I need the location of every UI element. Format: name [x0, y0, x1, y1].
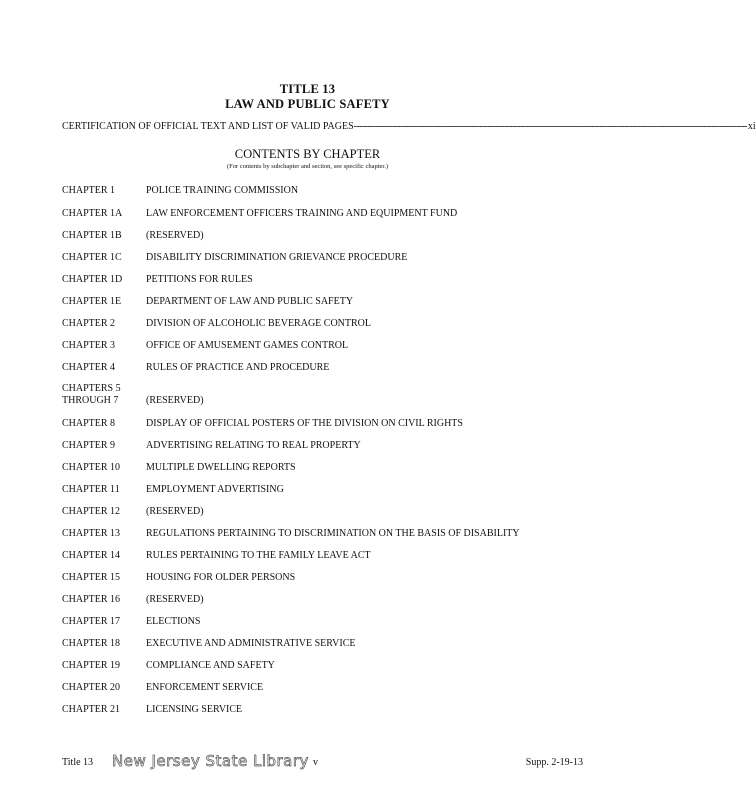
- chapter-title: (RESERVED): [146, 230, 204, 241]
- certification-text: CERTIFICATION OF OFFICIAL TEXT AND LIST OF VALID PAGES: [62, 121, 354, 132]
- chapter-title: RULES PERTAINING TO THE FAMILY LEAVE ACT: [146, 550, 371, 561]
- document-title: TITLE 13: [279, 82, 336, 96]
- chapter-title: (RESERVED): [146, 395, 204, 406]
- chapter-title: ENFORCEMENT SERVICE: [146, 682, 264, 693]
- library-watermark: New Jersey State Library: [112, 752, 309, 770]
- contents-note: (For contents by subchapter and section, see specific chapter.): [227, 163, 388, 170]
- certification-page: xi: [747, 121, 756, 132]
- chapter-title: EXECUTIVE AND ADMINISTRATIVE SERVICE: [146, 638, 356, 649]
- chapter-title: LAW ENFORCEMENT OFFICERS TRAINING AND EQUIPMENT FUND: [146, 208, 458, 219]
- chapter-title: ADVERTISING RELATING TO REAL PROPERTY: [146, 440, 361, 451]
- page-number: v: [313, 757, 318, 768]
- chapter-label: CHAPTER 21: [62, 704, 121, 715]
- chapter-title: DIVISION OF ALCOHOLIC BEVERAGE CONTROL: [146, 318, 371, 329]
- chapter-label: CHAPTER 8: [62, 418, 116, 429]
- chapter-label: CHAPTER 20: [62, 682, 121, 693]
- chapter-label: CHAPTER 11: [62, 484, 120, 495]
- chapter-title: DISPLAY OF OFFICIAL POSTERS OF THE DIVISION ON CIVIL RIGHTS: [146, 418, 463, 429]
- chapter-title: EMPLOYMENT ADVERTISING: [146, 484, 284, 495]
- chapter-label: CHAPTER 1D: [62, 274, 123, 285]
- document-subtitle: LAW AND PUBLIC SAFETY: [225, 97, 390, 111]
- chapter-title: COMPLIANCE AND SAFETY: [146, 660, 275, 671]
- supplement-date: Supp. 2-19-13: [525, 757, 583, 768]
- chapter-title: HOUSING FOR OLDER PERSONS: [146, 572, 296, 583]
- chapter-label: CHAPTER 1B: [62, 230, 122, 241]
- chapter-label: CHAPTER 14: [62, 550, 121, 561]
- chapter-title: RULES OF PRACTICE AND PROCEDURE: [146, 362, 330, 373]
- chapter-label: CHAPTER 17: [62, 616, 121, 627]
- chapter-label: CHAPTER 19: [62, 660, 121, 671]
- chapter-label: CHAPTER 18: [62, 638, 121, 649]
- chapter-label: CHAPTER 1: [62, 185, 116, 196]
- chapter-label: CHAPTER 16: [62, 594, 121, 605]
- chapter-title: LICENSING SERVICE: [146, 704, 243, 715]
- chapter-label: CHAPTER 9: [62, 440, 116, 451]
- chapter-title: DISABILITY DISCRIMINATION GRIEVANCE PROCEDURE: [146, 252, 408, 263]
- chapter-title: MULTIPLE DWELLING REPORTS: [146, 462, 296, 473]
- chapter-label: CHAPTER 13: [62, 528, 121, 539]
- chapter-title: PETITIONS FOR RULES: [146, 274, 253, 285]
- footer-title: Title 13: [62, 757, 94, 768]
- contents-heading: CONTENTS BY CHAPTER: [234, 147, 381, 161]
- chapter-label: CHAPTER 3: [62, 340, 116, 351]
- chapter-title: POLICE TRAINING COMMISSION: [146, 185, 299, 196]
- chapter-title: (RESERVED): [146, 594, 204, 605]
- chapter-label: CHAPTER 1C: [62, 252, 122, 263]
- certification-entry: [62, 121, 756, 132]
- chapter-title: DEPARTMENT OF LAW AND PUBLIC SAFETY: [146, 296, 354, 307]
- chapter-label: CHAPTER 1E: [62, 296, 122, 307]
- chapter-label: CHAPTER 4: [62, 362, 116, 373]
- chapter-label: CHAPTER 15: [62, 572, 121, 583]
- chapter-title: OFFICE OF AMUSEMENT GAMES CONTROL: [146, 340, 349, 351]
- chapter-title: (RESERVED): [146, 506, 204, 517]
- chapter-label: CHAPTERS 5 THROUGH 7: [62, 383, 121, 406]
- chapter-label: CHAPTER 10: [62, 462, 121, 473]
- dot-leader: ------------------------------------------------------------------------------------------------------------------------------------------------: [353, 121, 747, 132]
- chapter-label: CHAPTER 12: [62, 506, 121, 517]
- chapter-title: ELECTIONS: [146, 616, 201, 627]
- chapter-label: CHAPTER 2: [62, 318, 116, 329]
- chapter-label: CHAPTER 1A: [62, 208, 123, 219]
- chapter-title: REGULATIONS PERTAINING TO DISCRIMINATION ON THE BASIS OF DISABILITY: [146, 528, 520, 539]
